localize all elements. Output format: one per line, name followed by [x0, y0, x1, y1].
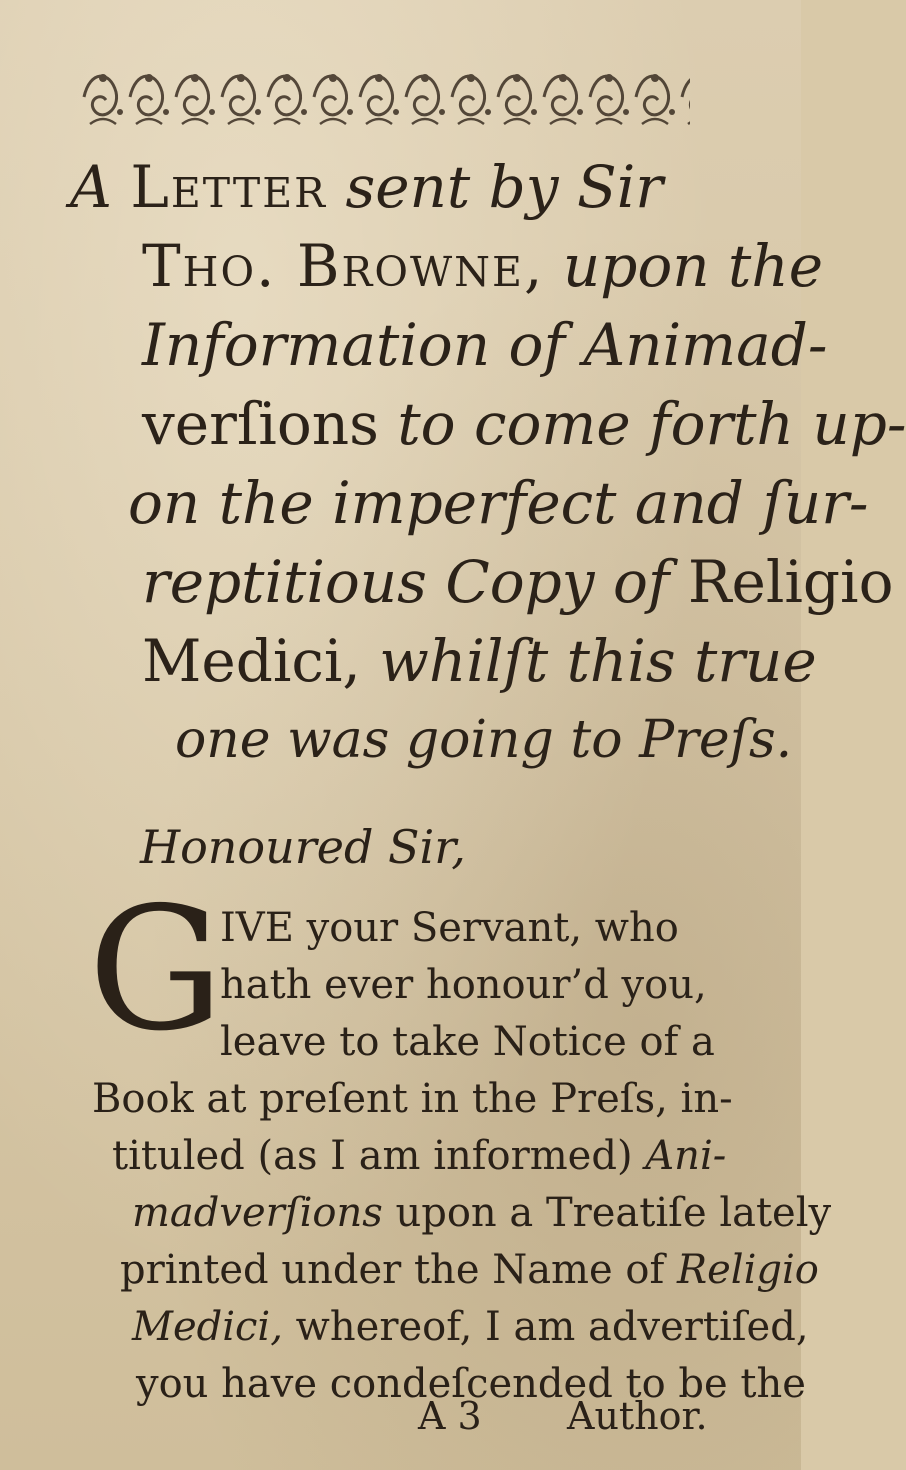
title-upon-the: upon the [562, 232, 824, 300]
title-versions: verſions [142, 390, 379, 458]
title-line-2 [70, 227, 824, 306]
catchword: Author. [567, 1394, 708, 1438]
title-come-forth: to come forth up- [397, 390, 906, 458]
title-medici: Medici, [142, 627, 361, 695]
body-line-2: hath ever honour’d you, [220, 962, 707, 1008]
body-line-6-madversions: madverſions [132, 1190, 383, 1236]
body-line-8 [92, 1299, 809, 1356]
signature-mark: A 3 [418, 1394, 482, 1438]
title-line-3: Information of Animad- [142, 311, 828, 379]
body-line-5-ani: Ani- [645, 1133, 727, 1179]
salutation: Honoured Sir, [140, 820, 466, 874]
body-line-5 [92, 1128, 732, 1185]
title-line-4 [70, 385, 906, 464]
body-line-7-text: printed under the Name of [120, 1247, 665, 1293]
title-letter-word: Letter [130, 153, 328, 221]
title-copy-of: reptitious Copy of [142, 548, 670, 616]
body-line-9: you have condeſcended to be the [136, 1361, 806, 1407]
title-author-name: Tho. Browne, [142, 232, 545, 300]
title-religio: Religio [687, 548, 894, 616]
body-line-8-medici: Medici, [132, 1304, 283, 1350]
body-line-4: Book at preſent in the Preſs, in- [92, 1076, 733, 1122]
body-line-8-text: whereof, I am advertiſed, [295, 1304, 809, 1350]
headpiece-ornament [80, 62, 690, 132]
title-line-7 [70, 622, 817, 701]
title-whilst-true: whilſt this true [379, 627, 817, 695]
title-initial: A [70, 153, 112, 221]
title-line-6 [70, 543, 894, 622]
body-line-7 [92, 1242, 819, 1299]
body-line-7-religio: Religio [676, 1247, 819, 1293]
letter-body [92, 900, 832, 1413]
body-line-6 [92, 1185, 832, 1242]
title-line-8: one was going to Preſs. [175, 710, 793, 770]
drop-cap: G [88, 871, 224, 1069]
title-line-1 [70, 148, 770, 227]
body-line-1: IVE your Servant, who [220, 905, 679, 951]
body-line-6-text: upon a Treatiſe lately [395, 1190, 832, 1236]
title-line-5: on the imperfect and ſur- [128, 469, 869, 537]
title-sent-by: sent by Sir [345, 153, 663, 221]
body-line-5-text: tituled (as I am informed) [112, 1133, 633, 1179]
body-line-3: leave to take Notice of a [220, 1019, 715, 1065]
letter-title [70, 148, 906, 780]
